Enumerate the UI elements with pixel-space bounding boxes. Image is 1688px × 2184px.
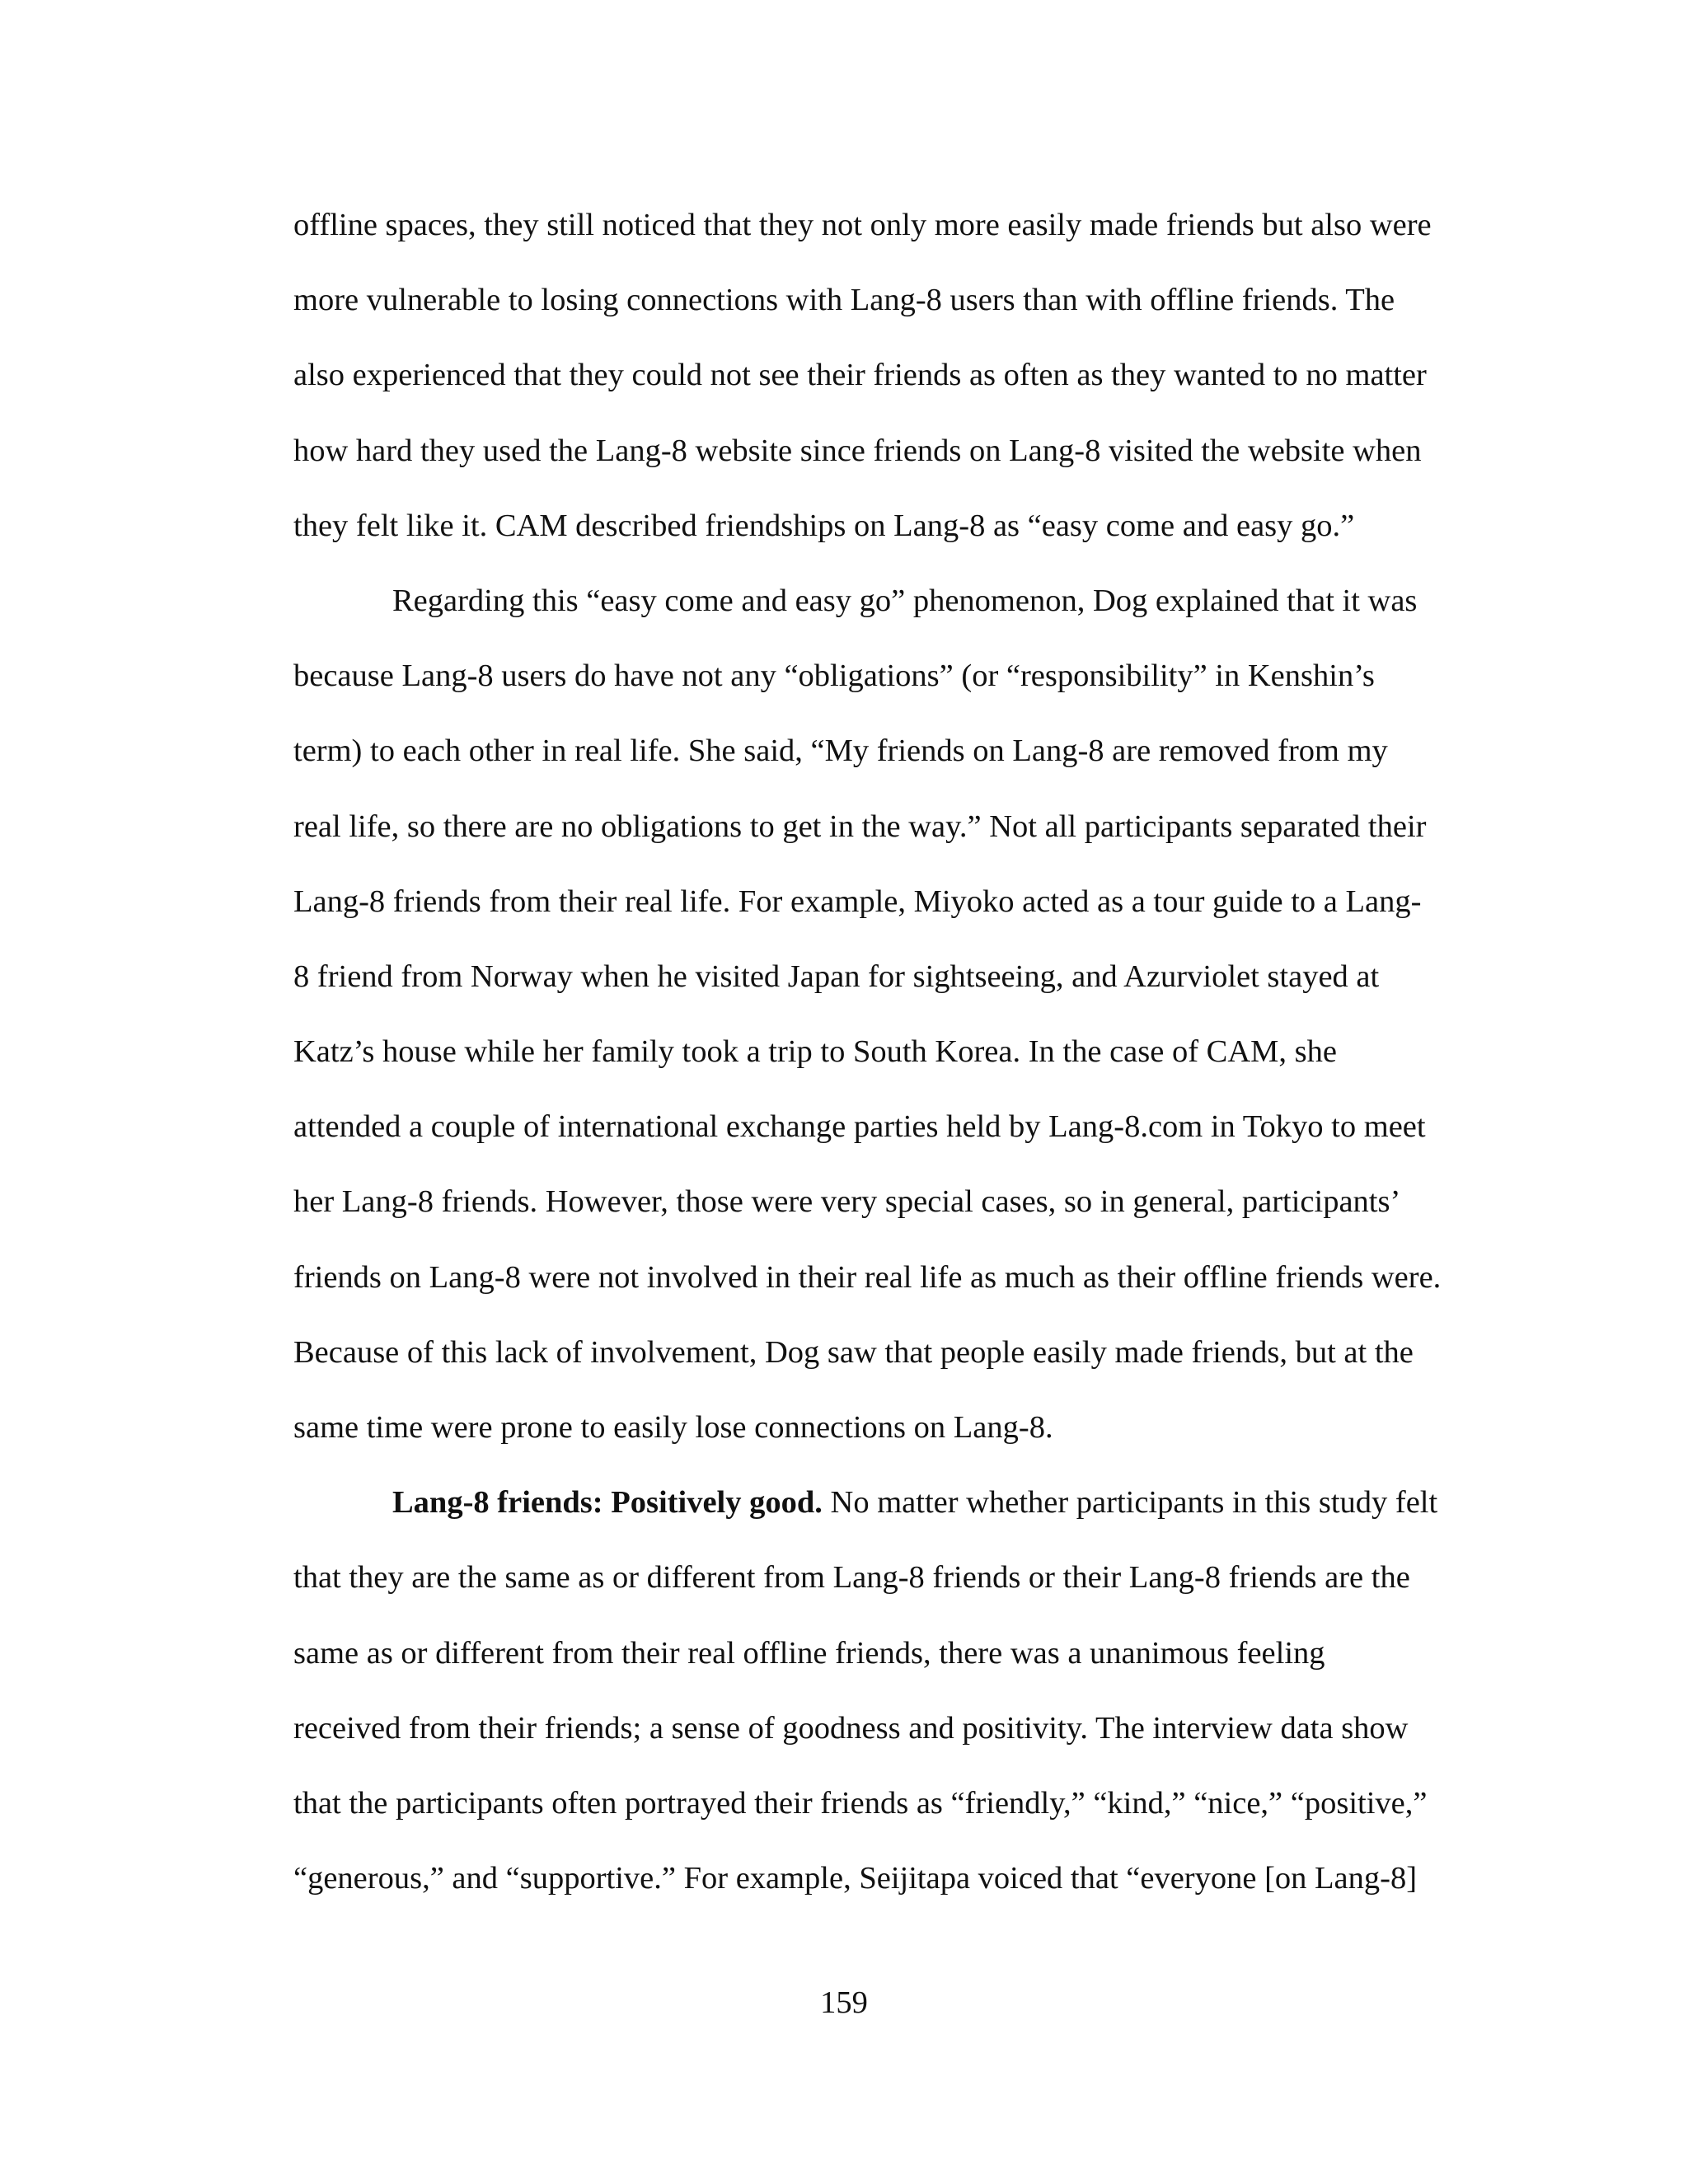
text-line: same as or different from their real offline friends, there was a unanimous feeling [293, 1635, 1325, 1671]
text-line: offline spaces, they still noticed that they not only more easily made friends but also were [293, 208, 1432, 242]
text-line: term) to each other in real life. She said, “My friends on Lang-8 are removed from my [293, 733, 1388, 769]
text-line: how hard they used the Lang-8 website since friends on Lang-8 visited the website when [293, 433, 1422, 468]
text-line: Lang-8 friends from their real life. For example, Miyoko acted as a tour guide to a Lang- [293, 883, 1422, 919]
text-line: that they are the same as or different from Lang-8 friends or their Lang-8 friends are the [293, 1560, 1410, 1596]
text-line: her Lang-8 friends. However, those were very special cases, so in general, participants’ [293, 1184, 1401, 1220]
text-line: same time were prone to easily lose connections on Lang-8. [293, 1410, 1053, 1445]
body-text [293, 188, 1497, 1916]
text-line: received from their friends; a sense of goodness and positivity. The interview data show [293, 1710, 1409, 1746]
text-line: that the participants often portrayed their friends as “friendly,” “kind,” “nice,” “positive,” [293, 1785, 1428, 1821]
text-line: Katz’s house while her family took a trip to South Korea. In the case of CAM, she [293, 1034, 1337, 1070]
text-line: friends on Lang-8 were not involved in their real life as much as their offline friends were. [293, 1259, 1442, 1295]
text-line: No matter whether participants in this study felt [830, 1485, 1438, 1521]
text-line: attended a couple of international exchange parties held by Lang-8.com in Tokyo to meet [293, 1109, 1426, 1145]
text-line: also experienced that they could not see their friends as often as they wanted to no matter [293, 358, 1427, 393]
text-line: real life, so there are no obligations to get in the way.” Not all participants separated their [293, 808, 1427, 844]
text-line: Because of this lack of involvement, Dog saw that people easily made friends, but at the [293, 1334, 1414, 1370]
text-line: more vulnerable to losing connections with Lang-8 users than with offline friends. The [293, 283, 1395, 318]
text-line: 8 friend from Norway when he visited Japan for sightseeing, and Azurviolet stayed at [293, 958, 1380, 994]
text-line: because Lang-8 users do have not any “obligations” (or “responsibility” in Kenshin’s [293, 658, 1375, 694]
page-number: 159 [820, 1985, 868, 2020]
section-heading-line [293, 1465, 1497, 1540]
paragraph-start-line: Regarding this “easy come and easy go” phenomenon, Dog explained that it was [392, 583, 1418, 618]
text-line: they felt like it. CAM described friendships on Lang-8 as “easy come and easy go.” [293, 508, 1355, 543]
section-heading: Lang-8 friends: Positively good. [392, 1485, 823, 1521]
text-line: “generous,” and “supportive.” For example, Seijitapa voiced that “everyone [on Lang-8] [293, 1861, 1418, 1896]
